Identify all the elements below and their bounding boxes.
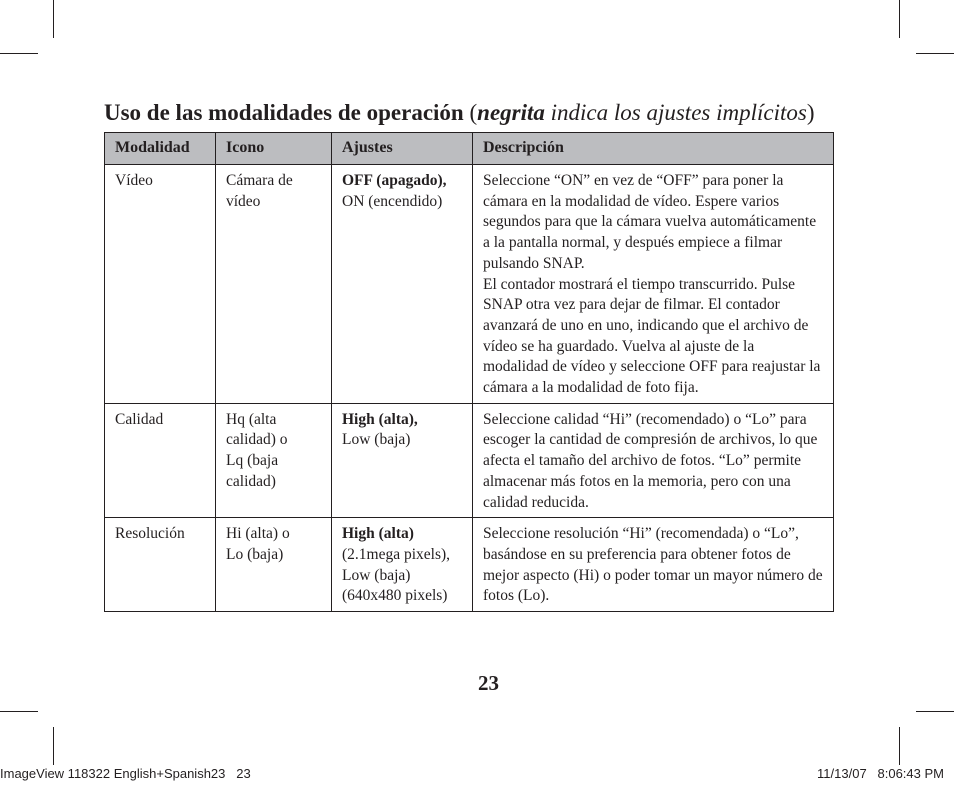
- crop-mark-top-right-horizontal: [916, 53, 954, 54]
- title-paren-open: (: [469, 100, 478, 125]
- cell-settings: [332, 403, 473, 518]
- crop-mark-bottom-right-vertical: [899, 727, 900, 765]
- setting-option: (2.1mega pixels),: [342, 545, 451, 563]
- description-paragraph: El contador mostrará el tiempo transcurrido. Pulse SNAP otra vez para dejar de filmar. El contador avanzará de uno en uno, indicando que el archivo de vídeo se ha guardado. Vuelva al ajuste de la modalidad de vídeo y seleccione OFF para reajustar la cámara a la modalidad de foto fija.: [483, 275, 821, 397]
- cell-description: [473, 518, 834, 612]
- description-paragraph: Seleccione “ON” en vez de “OFF” para poner la cámara en la modalidad de vídeo. Espere varios segundos para que la cámara vuelva automáticamente a la pantalla normal, y después empiece a filmar pulsando SNAP.: [483, 172, 817, 272]
- page-title: [104, 97, 844, 129]
- crop-mark-top-left-vertical: [53, 0, 54, 38]
- crop-mark-top-right-vertical: [899, 0, 900, 38]
- cell-settings: [332, 165, 473, 404]
- setting-option: ON (encendido): [342, 192, 443, 210]
- crop-mark-bottom-left-vertical: [53, 727, 54, 765]
- setting-default: High (alta),: [342, 410, 418, 428]
- table-row: [105, 165, 834, 404]
- title-paren-close: ): [806, 100, 815, 125]
- crop-mark-bottom-right-horizontal: [916, 711, 954, 712]
- header-mode: Modalidad: [105, 133, 216, 165]
- setting-option: Low (baja): [342, 431, 411, 449]
- setting-option: Low (baja): [342, 566, 411, 584]
- cell-icon: Cámara de vídeo: [216, 165, 332, 404]
- cell-settings: [332, 518, 473, 612]
- header-settings: Ajustes: [332, 133, 473, 165]
- print-slug-right: 11/13/07 8:06:43 PM: [817, 766, 944, 781]
- header-description: Descripción: [473, 133, 834, 165]
- table-row: [105, 518, 834, 612]
- title-bold-italic: negrita: [477, 100, 545, 125]
- setting-default: High (alta): [342, 525, 414, 543]
- table-header-row: [105, 133, 834, 165]
- cell-icon: Hq (alta calidad) o Lq (baja calidad): [216, 403, 332, 518]
- cell-icon: Hi (alta) o Lo (baja): [216, 518, 332, 612]
- header-icon: Icono: [216, 133, 332, 165]
- cell-mode: Calidad: [105, 403, 216, 518]
- setting-option: (640x480 pixels): [342, 587, 448, 605]
- crop-mark-bottom-left-horizontal: [0, 711, 38, 712]
- print-slug-left: ImageView 118322 English+Spanish23 23: [0, 766, 251, 781]
- crop-mark-top-left-horizontal: [0, 53, 38, 54]
- description-paragraph: Seleccione calidad “Hi” (recomendado) o “Lo” para escoger la cantidad de compresión de archivos, lo que afecta el tamaño del archivo de fotos. “Lo” permite almacenar más fotos en la memoria, pero con una calidad reducida.: [483, 410, 818, 511]
- cell-mode: Vídeo: [105, 165, 216, 404]
- title-main: Uso de las modalidades de operación: [104, 100, 464, 125]
- page-number: 23: [478, 671, 499, 695]
- setting-default: OFF (apagado),: [342, 172, 447, 189]
- modes-table: [104, 132, 834, 612]
- title-italic: indica los ajustes implícitos: [550, 100, 807, 125]
- description-paragraph: Seleccione resolución “Hi” (recomendada) o “Lo”, basándose en su preferencia para obtener fotos de mejor aspecto (Hi) o poder tomar un mayor número de fotos (Lo).: [483, 525, 823, 605]
- table-row: [105, 403, 834, 518]
- cell-description: [473, 403, 834, 518]
- cell-description: [473, 165, 834, 404]
- cell-mode: Resolución: [105, 518, 216, 612]
